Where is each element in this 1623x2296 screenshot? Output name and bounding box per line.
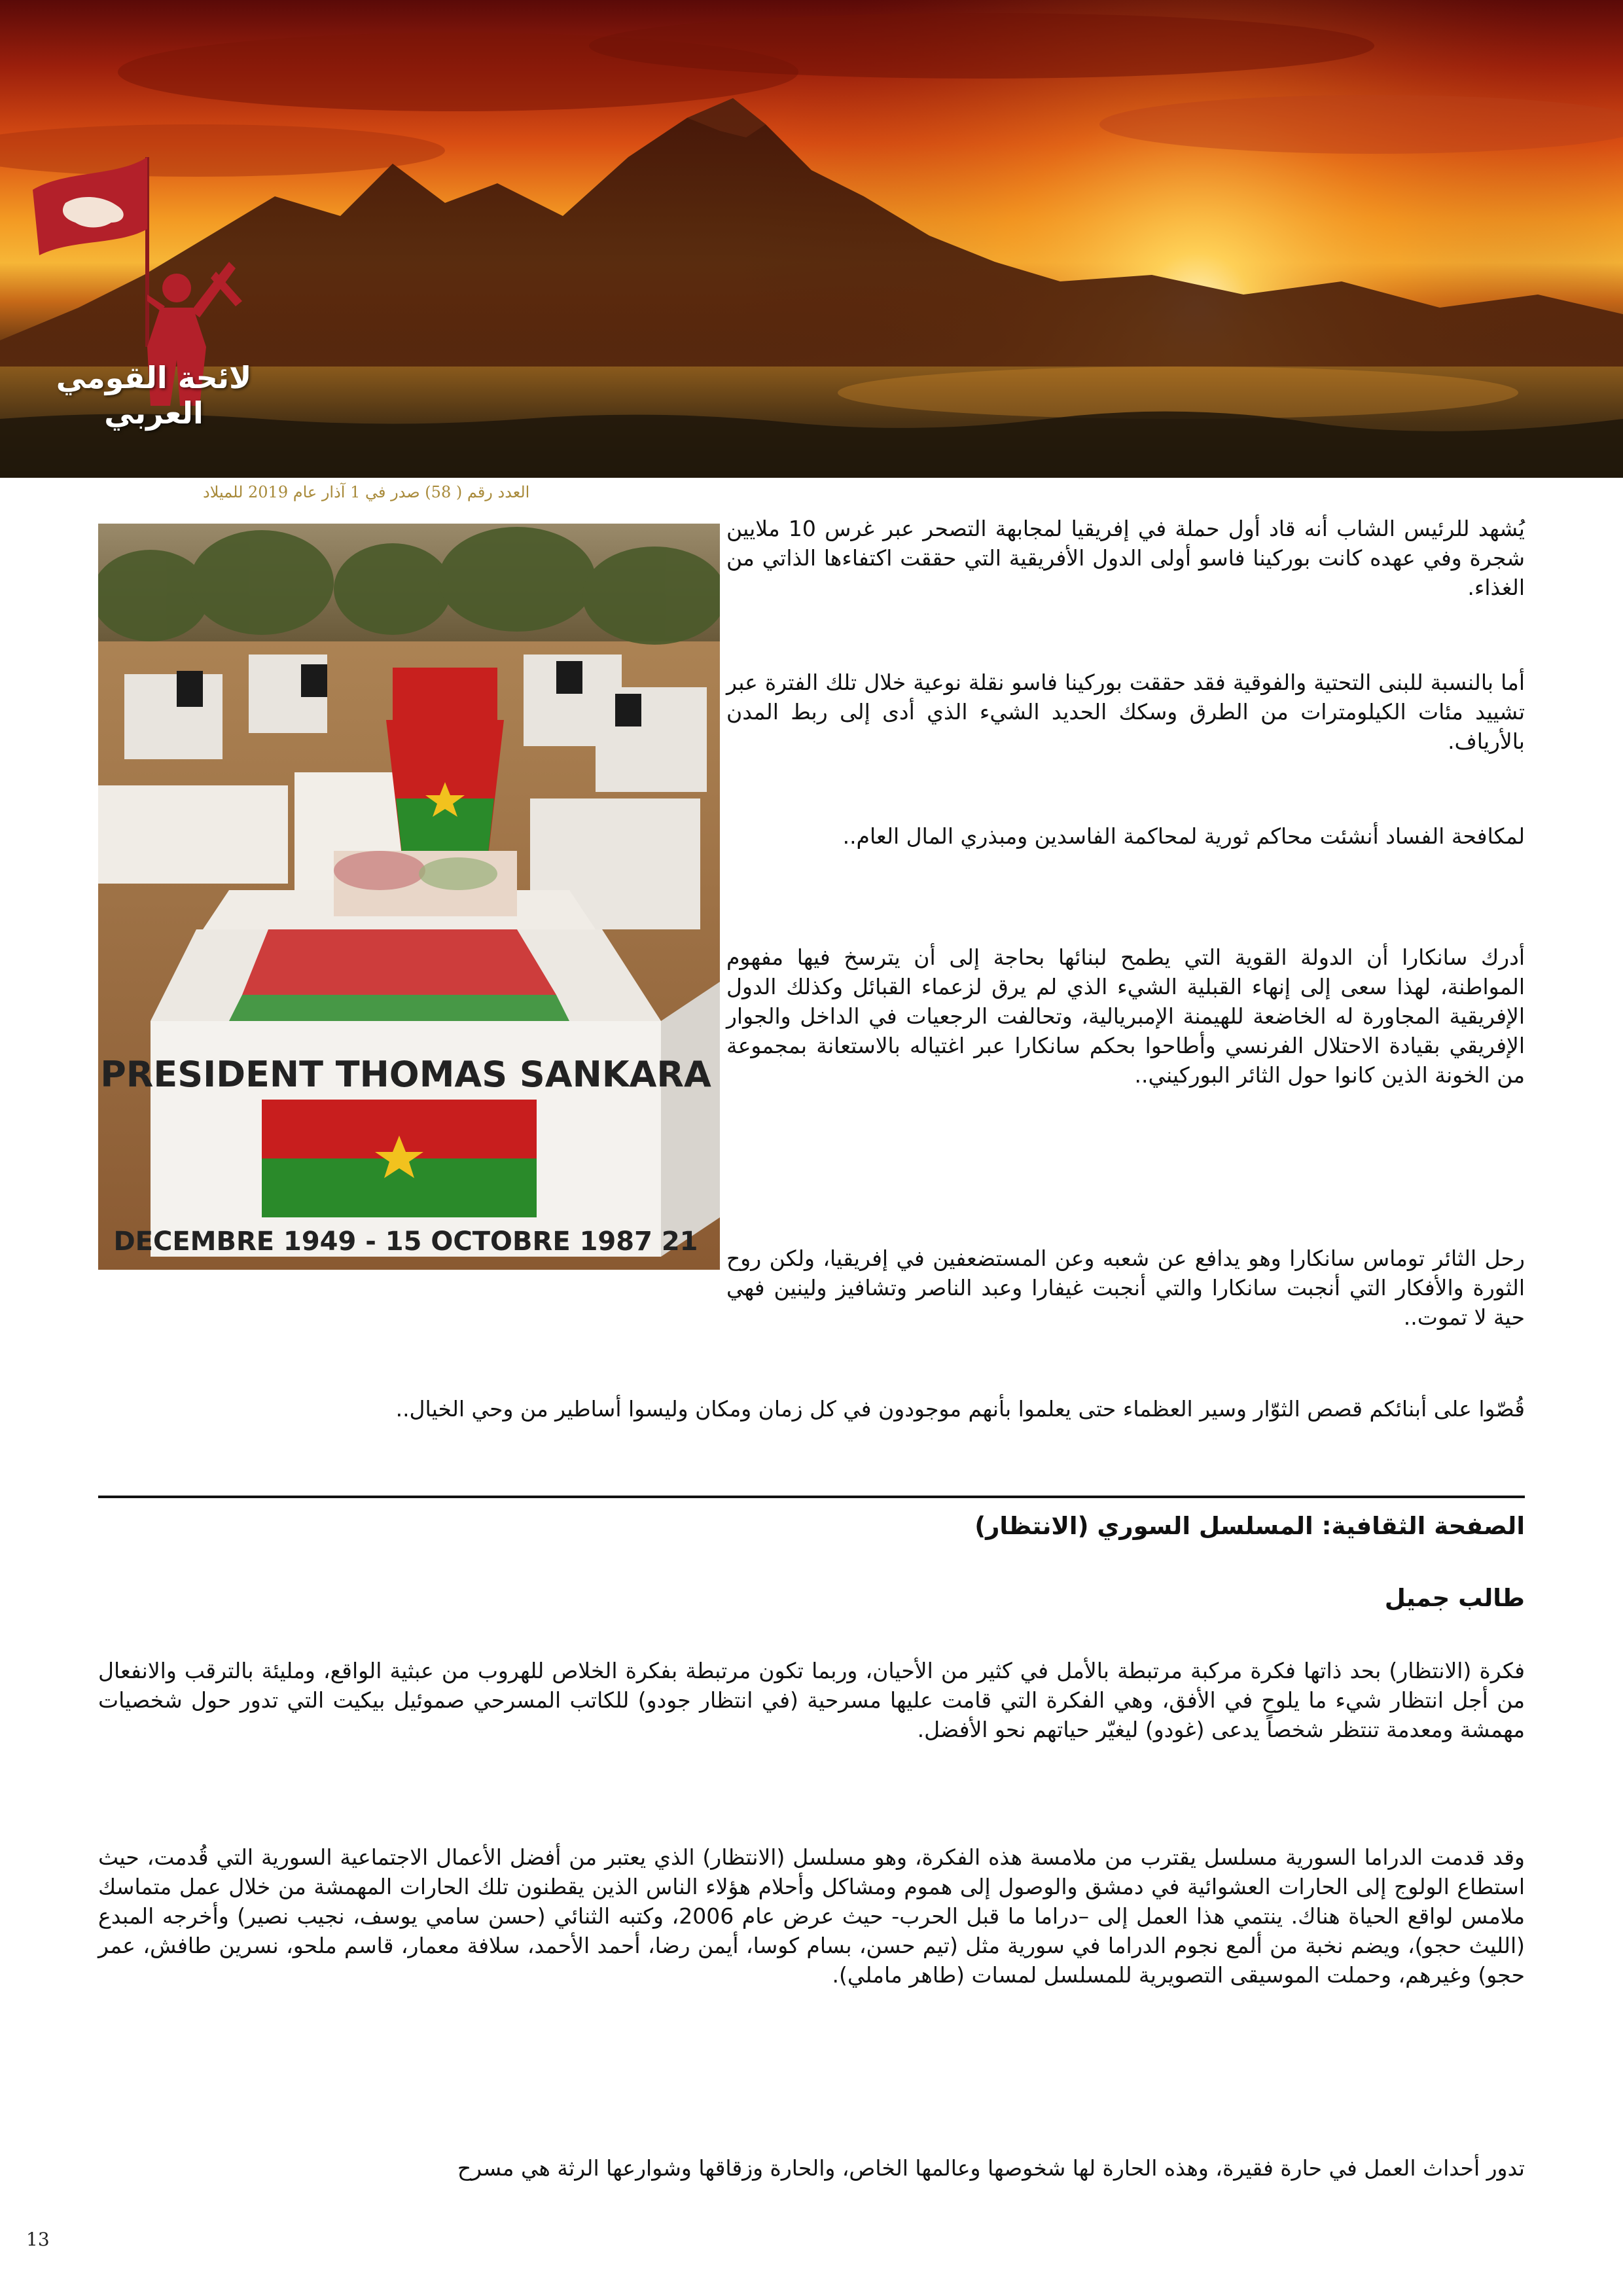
article1-paragraph-6: قُصّوا على أبنائكم قصص الثوّار وسير العظماء حتى يعلموا بأنهم موجودون في كل زمان ومكان وليسوا أساطير من وحي الخيال.. — [395, 1396, 1525, 1422]
section-divider — [98, 1496, 1525, 1498]
article1-paragraph-3: لمكافحة الفساد أنشئت محاكم ثورية لمحاكمة الفاسدين ومبذري المال العام.. — [842, 823, 1525, 849]
grave-inscription-dates: 21 DECEMBRE 1949 - 15 OCTOBRE 1987 — [113, 1227, 698, 1257]
article1-paragraph-1: يُشهد للرئيس الشاب أنه قاد أول حملة في إفريقيا لمجابهة التصحر عبر غرس 10 ملايين شجرة وفي عهده كانت بوركينا فاسو أولى الدول الأفريقية التي حققت اكتفاءها الذاتي من الغذاء. — [726, 516, 1525, 600]
grave-inscription-name: PRESIDENT THOMAS SANKARA — [100, 1054, 711, 1095]
logo-text: لائحة القومي العربي — [56, 360, 252, 431]
article2-title: الصفحة الثقافية: المسلسل السوري (الانتظار) — [974, 1512, 1525, 1540]
article2-author: طالب جميل — [1384, 1584, 1525, 1612]
issue-info: العدد رقم ( 58) صدر في 1 آذار عام 2019 للميلاد — [203, 483, 530, 501]
article2-paragraph-3: تدور أحداث العمل في حارة فقيرة، وهذه الحارة لها شخوصها وعالمها الخاص، والحارة وزقاقها وشوارعها الرثة هي مسرح — [457, 2155, 1525, 2181]
header-banner — [0, 0, 1623, 478]
article1-paragraph-2: أما بالنسبة للبنى التحتية والفوقية فقد حققت بوركينا فاسو نقلة نوعية خلال تلك الفترة عبر تشييد مئات الكيلومترات من الطرق وسكك الحديد الشيء الذي أدى إلى ربط المدن بالأرياف. — [726, 670, 1525, 754]
article2-paragraph-1: فكرة (الانتظار) بحد ذاتها فكرة مركبة مرتبطة بالأمل في كثير من الأحيان، وربما تكون مرتبطة بفكرة الخلاص للهروب من عبثية الواقع، ومليئة بالترقب والانفعال من أجل انتظار شيء ما يلوح في الأفق، وهي الفكرة التي قامت عليها مسرحية (في انتظار جودو) للكاتب المسرحي صموئيل بيكيت التي تدور حول شخصيات مهمشة ومعدمة تنتظر شخصاً يدعى (غودو) ليغيّر حياتهم نحو الأفضل. — [98, 1658, 1525, 1742]
article1-paragraph-4: أدرك سانكارا أن الدولة القوية التي يطمح لبنائها بحاجة إلى أن يترسخ فيها مفهوم المواطنة، لهذا سعى إلى إنهاء القبلية الشيء الذي لم يرق لزعماء القبائل وكذلك الدول الإفريقية المجاورة له الخاضعة للهيمنة الإمبريالية، وتحالفت الرجعيات في الداخل والجوار الإفريقي بقيادة الاحتلال الفرنسي وأطاحوا بحكم سانكارا عبر اغتياله بالاستعانة بمجموعة من الخونة الذين كانوا حول الثائر البوركيني.. — [726, 944, 1525, 1088]
sankara-grave-photo — [98, 524, 720, 1270]
page-number: 13 — [26, 2229, 50, 2250]
article2-paragraph-2: وقد قدمت الدراما السورية مسلسل يقترب من ملامسة هذه الفكرة، وهو مسلسل (الانتظار) الذي يعتبر من أفضل الأعمال الاجتماعية السورية التي قُدمت، حيث استطاع الولوج إلى الحارات العشوائية في دمشق والوصول إلى هموم ومشاكل وأحلام هؤلاء الناس الذين يقطنون تلك الحارات المهمشة من خلال عمل متماسك ملامس لواقع الحياة هناك. ينتمي هذا العمل إلى –دراما ما قبل الحرب- حيث عرض عام 2006، وكتبه الثنائي (حسن سامي يوسف، نجيب نصير) وأخرجه المبدع (الليث حجو)، ويضم نخبة من ألمع نجوم الدراما في سورية مثل (تيم حسن، بسام كوسا، أيمن رضا، أحمد الأحمد، سلافة معمار، قاسم ملحو، نسرين طافش، عمر حجو) وغيرهم، وحملت الموسيقى التصويرية للمسلسل لمسات (طاهر ماملي). — [98, 1844, 1525, 1988]
article1-paragraph-5: رحل الثائر توماس سانكارا وهو يدافع عن شعبه وعن المستضعفين في إفريقيا، ولكن روح الثورة والأفكار التي أنجبت سانكارا والتي أنجبت غيفارا وعبد الناصر وتشافيز ولينين فهي حية لا تموت.. — [726, 1246, 1525, 1330]
